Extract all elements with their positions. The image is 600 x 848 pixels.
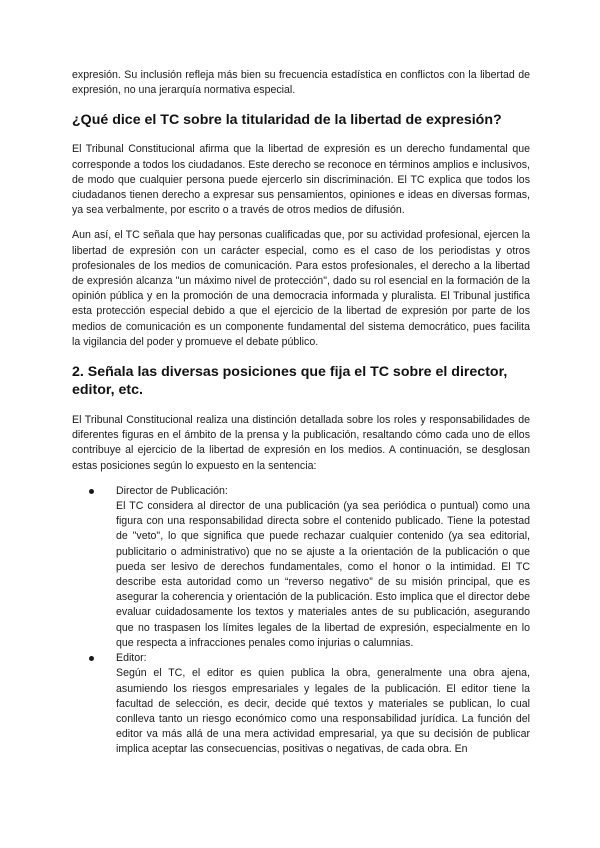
list-item-director <box>72 484 530 651</box>
bullet-icon <box>89 656 94 661</box>
bullet-icon <box>89 489 94 494</box>
list-item-text: Según el TC, el editor es quien publica la obra, generalmente una obra ajena, asumiendo los riesgos empresariales y legales de la publicación. El editor tiene la facultad de selección, es decir, decide qué textos y materiales se publican, lo cual conlleva tanto un riesgo económico como una responsabilidad jurídica. La función del editor va más allá de una mera actividad empresarial, ya que su decisión de publicar implica aceptar las consecuencias, positivas o negativas, de cada obra. En <box>116 667 530 756</box>
section-1-paragraph-1: El Tribunal Constitucional afirma que la libertad de expresión es un derecho fundamental que corresponde a todos los ciudadanos. Este derecho se reconoce en términos amplios e inclusivos, de modo que cualquier persona puede ejercerlo sin discriminación. El TC explica que todos los ciudadanos tienen derecho a expresar sus pensamientos, opiniones e ideas en diversas formas, ya sea verbalmente, por escrito o a través de otros medios de difusión. <box>72 143 530 217</box>
list-item-text: El TC considera al director de una publicación (ya sea periódica o puntual) como una figura con una responsabilidad directa sobre el contenido publicado. Tiene la potestad de "veto", lo que significa que puede rechazar cualquier contenido (ya sea editorial, publicitario o administrativo) que no se ajuste a la orientación de la publicación o que pueda ser lesivo de derechos fundamentales, como el honor o la intimidad. El TC describe esta autoridad como un “reverso negativo” de su misión principal, que es asegurar la coherencia y orientación de la publicación. Esto implica que el director debe evaluar cuidadosamente los textos y materiales antes de su publicación, asegurando que no traspasen los límites legales de la libertad de expresión, especialmente en lo que respecta a infracciones penales como injurias o calumnias. <box>116 500 530 649</box>
intro-continuation-paragraph: expresión. Su inclusión refleja más bien su frecuencia estadística en conflictos con la libertad de expresión, no una jerarquía normativa especial. <box>72 69 530 97</box>
section-1-heading: ¿Qué dice el TC sobre la titularidad de la libertad de expresión? <box>72 112 502 129</box>
positions-list <box>72 484 530 758</box>
section-1-paragraph-2: Aun así, el TC señala que hay personas cualificadas que, por su actividad profesional, ejercen la libertad de expresión con un carácter especial, como es el caso de los periodistas y otros profesionales de los medios de comunicación. Para estos profesionales, el derecho a la libertad de expresión alcanza "un máximo nivel de protección", dado su rol esencial en la formación de la opinión pública y en la promoción de una democracia informada y pluralista. El Tribunal justifica esta protección especial debido a que el ejercicio de la libertad de expresión por parte de los medios de comunicación es un componente fundamental del sistema democrático, pues facilita la vigilancia del poder y promueve el debate público. <box>72 229 530 348</box>
list-item-title: Director de Publicación: <box>116 484 228 497</box>
document-page <box>72 68 530 758</box>
list-item-title: Editor: <box>116 652 147 665</box>
section-2-paragraph-1: El Tribunal Constitucional realiza una distinción detallada sobre los roles y responsabilidades de diferentes figuras en el ámbito de la prensa y la publicación, resaltando cómo cada uno de ellos contribuye al ejercicio de la libertad de expresión en los medios. A continuación, se desglosan estas posiciones según lo expuesto en la sentencia: <box>72 414 530 472</box>
section-2-heading: 2. Señala las diversas posiciones que fija el TC sobre el director, editor, etc. <box>72 364 508 399</box>
list-item-editor <box>72 651 530 757</box>
